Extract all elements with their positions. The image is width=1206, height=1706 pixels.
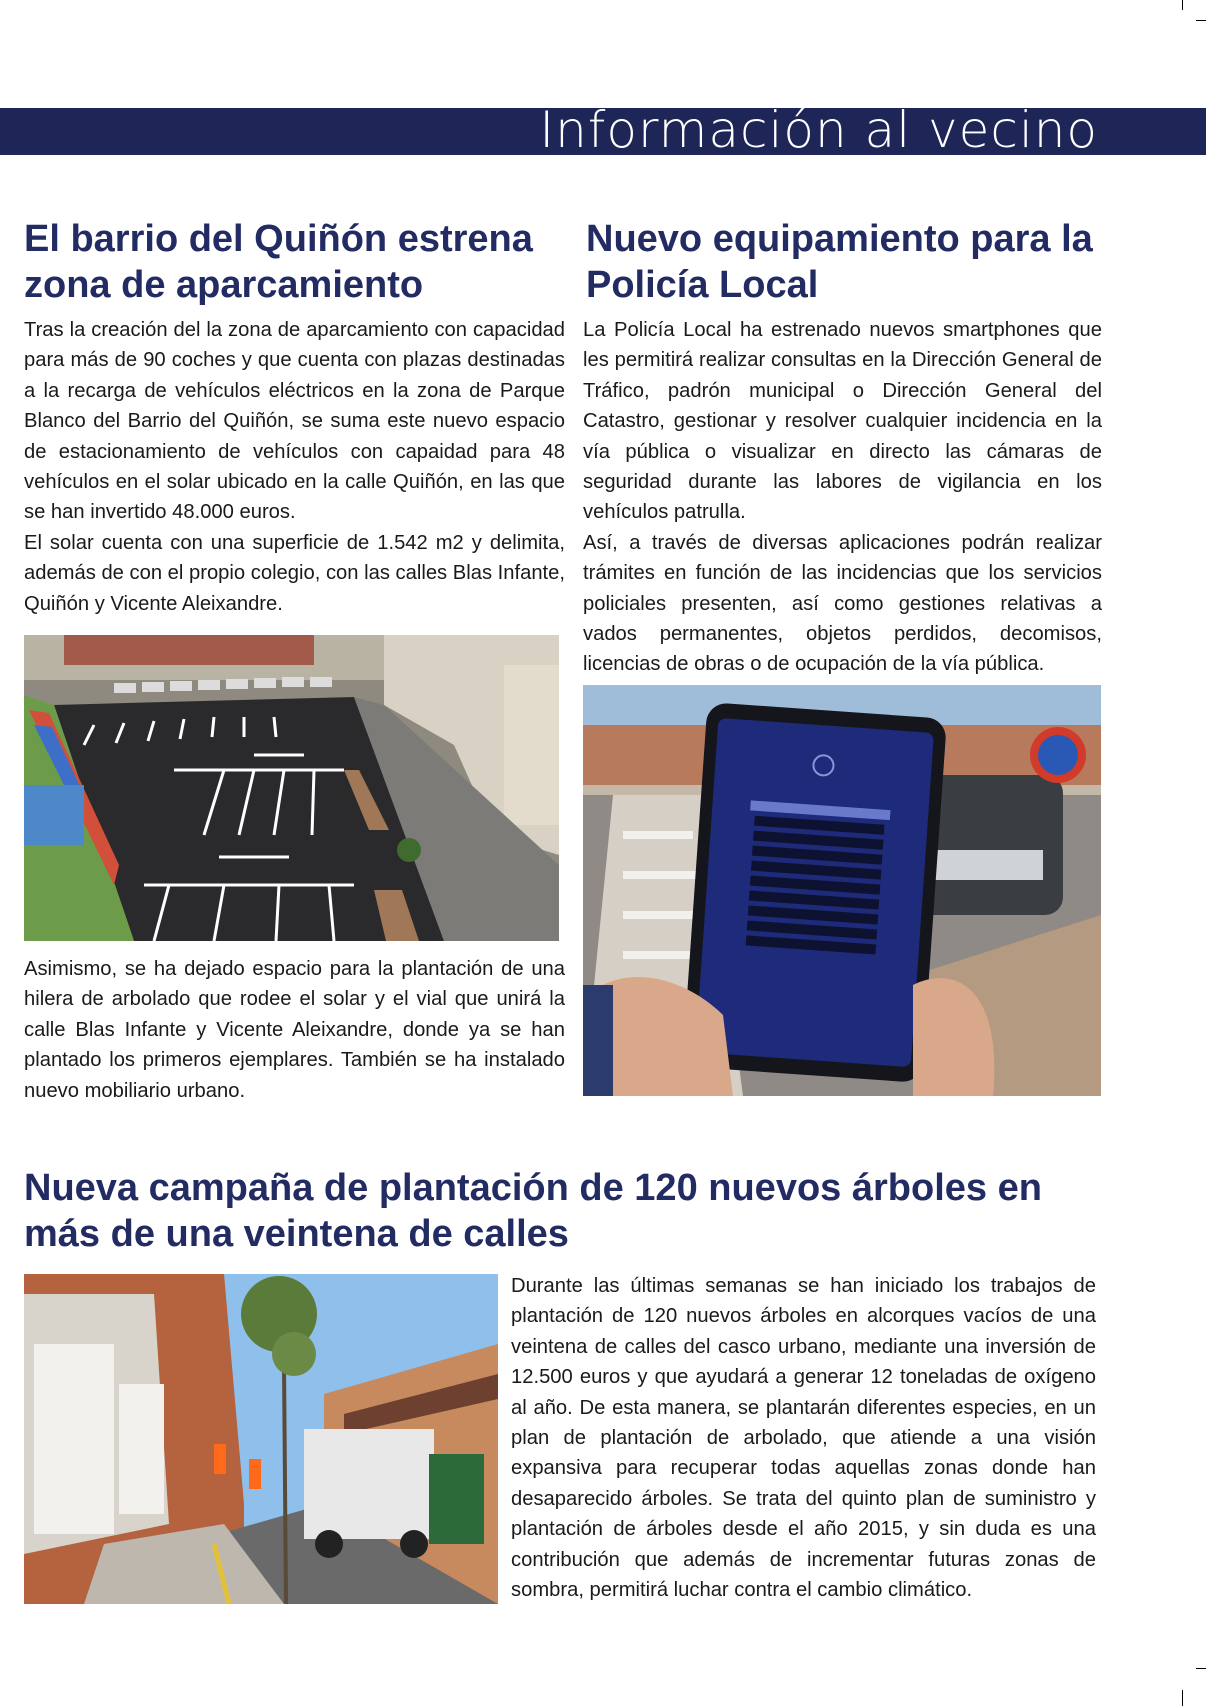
crop-mark [1196,1668,1206,1669]
article-police-body [583,315,1102,680]
article-parking-title: El barrio del Quiñón estrena zona de aparcamiento [24,218,533,306]
article-parking-body-2 [24,954,565,1106]
paragraph: Tras la creación del la zona de aparcamiento con capacidad para más de 90 coches y que cuenta con plazas destinadas a la recarga de vehículos eléctricos en la zona de Parque Blanco del Barrio del Quiñón, se suma este nuevo espacio de estacionamiento de vehículos con capaidad para 48 vehículos en el solar ubicado en la calle Quiñón, en las que se han invertido 48.000 euros. [24,319,565,524]
section-title: Información al vecino [539,101,1098,159]
paragraph: El solar cuenta con una superficie de 1.542 m2 y delimita, además de con el propio colegio, con las calles Blas Infante, Quiñón y Vicente Aleixandre. [24,531,565,615]
crop-mark [1196,20,1206,21]
crop-mark [1182,0,1183,10]
paragraph: Asimismo, se ha dejado espacio para la plantación de una hilera de arbolado que rodee el solar y el vial que unirá la calle Blas Infante y Vicente Aleixandre, donde ya se han plantado los primeros ejemplares. También se ha instalado nuevo mobiliario urbano. [24,958,565,1102]
article-trees-title: Nueva campaña de plantación de 120 nuevos árboles en más de una veintena de calles [24,1167,1042,1255]
crop-mark [1182,1690,1183,1706]
paragraph: Durante las últimas semanas se han iniciado los trabajos de plantación de 120 nuevos árboles en alcorques vacíos de una veintena de calles del casco urbano, mediante una inversión de 12.500 euros y que ayudará a generar 12 toneladas de oxígeno al año. De esta manera, se plantarán diferentes especies, en un plan de plantación de arbolado, que atiende a una visión expansiva para recuperar todas aquellas zonas donde han desaparecido árboles. Se trata del quinto plan de suministro y plantación de árboles desde el año 2015, y sin duda es una contribución que además de incrementar futuras zonas de sombra, permitirá luchar contra el cambio climático. [511,1275,1096,1602]
police-tablet-photo [583,685,1101,1096]
article-trees-body [511,1271,1096,1605]
paragraph: Así, a través de diversas aplicaciones podrán realizar trámites en función de las incidencias que los servicios policiales presenten, así como gestiones relativas a vados permanentes, objetos perdidos, decomisos, licencias de obras o de ocupación de la vía pública. [583,531,1102,676]
paragraph: La Policía Local ha estrenado nuevos smartphones que les permitirá realizar consultas en la Dirección General de Tráfico, padrón municipal o Dirección General del Catastro, gestionar y resolver cualquier incidencia en la vía pública o visualizar en directo las cámaras de seguridad durante las labores de vigilancia en los vehículos patrulla. [583,319,1102,524]
article-parking-body [24,315,565,619]
tree-planting-photo [24,1274,498,1604]
article-police-title: Nuevo equipamiento para la Policía Local [586,218,1093,306]
parking-lot-photo [24,635,559,941]
